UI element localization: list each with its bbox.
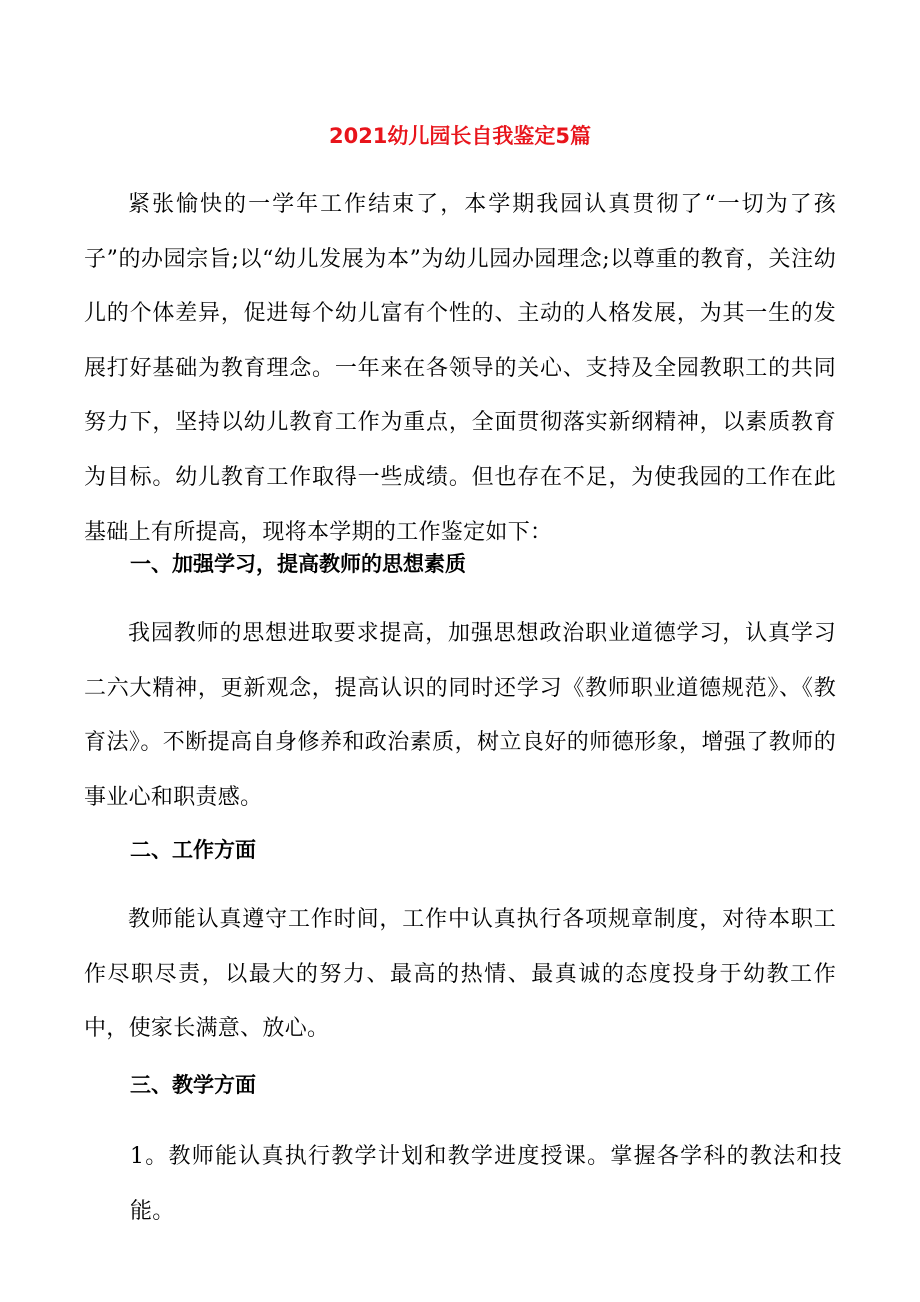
section-body-2: 教师能认真遵守工作时间，工作中认真执行各项规章制度，对待本职工作尽职尽责，以最大的努力、最高的热情、最真诚的态度投身于幼教工作中，使家长满意、放心。 (84, 907, 836, 1042)
section-heading-3: 三、教学方面 (130, 1073, 256, 1097)
section-heading-1: 一、加强学习，提高教师的思想素质 (130, 552, 466, 576)
document-title: 2021幼儿园长自我鉴定5篇 (328, 124, 592, 148)
intro-paragraph: 紧张愉快的一学年工作结束了，本学期我园认真贯彻了“一切为了孩子”的办园宗旨;以“幼儿发展为本”为幼儿园办园理念;以尊重的教育，关注幼儿的个体差异，促进每个幼儿富有个性的、主动的人格发展，为其一生的发展打好基础为教育理念。一年来在各领导的关心、支持及全园教职工的共同努力下，坚持以幼儿教育工作为重点，全面贯彻落实新纲精神，以素质教育为目标。幼儿教育工作取得一些成绩。但也存在不足，为使我园的工作在此基础上有所提高，现将本学期的工作鉴定如下： (84, 192, 836, 545)
section-heading-2: 二、工作方面 (130, 838, 256, 862)
section-body-3: 1。教师能认真执行教学计划和教学进度授课。掌握各学科的教法和技能。 (130, 1144, 842, 1224)
section-body-1: 我园教师的思想进取要求提高，加强思想政治职业道德学习，认真学习二六大精神，更新观念，提高认识的同时还学习《教师职业道德规范》、《教育法》。不断提高自身修养和政治素质，树立良好的师德形象，增强了教师的事业心和职责感。 (84, 621, 836, 810)
